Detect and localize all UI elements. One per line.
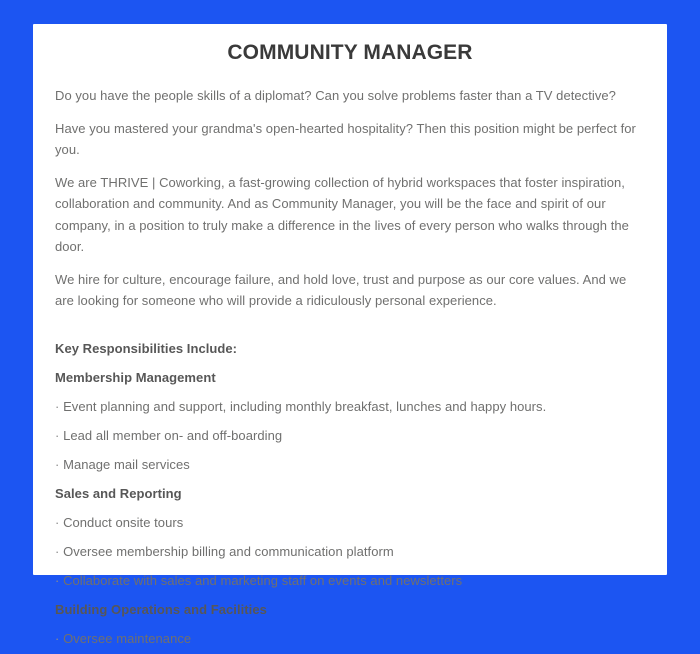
- list-item-label: Oversee maintenance: [63, 630, 192, 646]
- list-item: [55, 567, 645, 596]
- list-item: [55, 393, 645, 422]
- bullet-marker-icon: ·: [55, 398, 60, 414]
- bullet-marker-icon: ·: [55, 572, 60, 588]
- list-item-label: Collaborate with sales and marketing staff on events and newsletters: [63, 572, 463, 588]
- job-posting-card: [33, 24, 667, 646]
- page-title: COMMUNITY MANAGER: [227, 41, 473, 64]
- section-heading-membership-management: Membership Management: [55, 369, 216, 385]
- section-heading-sales-and-reporting: Sales and Reporting: [55, 485, 182, 501]
- bullet-marker-icon: ·: [55, 630, 60, 646]
- list-item: [55, 625, 645, 654]
- list-item: [55, 509, 645, 538]
- responsibilities-heading: Key Responsibilities Include:: [55, 340, 238, 356]
- list-item-label: Lead all member on- and off-boarding: [63, 427, 283, 443]
- job-posting-content: [33, 24, 667, 654]
- list-item: [55, 451, 645, 480]
- list-item-label: Event planning and support, including monthly breakfast, lunches and happy hours.: [63, 398, 547, 414]
- section-heading-building-operations-and-facilities: Building Operations and Facilities: [55, 601, 267, 617]
- list-item: [55, 422, 645, 451]
- list-item-label: Oversee membership billing and communication platform: [63, 543, 394, 559]
- intro-paragraph-1: Do you have the people skills of a diplomat? Can you solve problems faster than a TV detective?: [55, 88, 616, 103]
- section-spacer: [55, 323, 645, 335]
- list-item: [55, 538, 645, 567]
- bullet-marker-icon: ·: [55, 427, 60, 443]
- bullet-marker-icon: ·: [55, 456, 60, 472]
- intro-paragraph-2: Have you mastered your grandma's open-hearted hospitality? Then this position might be perfect for you.: [55, 120, 636, 157]
- intro-paragraph-4: We hire for culture, encourage failure, and hold love, trust and purpose as our core values. And we are looking for someone who will provide a ridiculously personal experience.: [55, 271, 627, 308]
- list-item-label: Manage mail services: [63, 456, 190, 472]
- bullet-marker-icon: ·: [55, 514, 60, 530]
- intro-paragraph-3: We are THRIVE | Coworking, a fast-growing collection of hybrid workspaces that foster inspiration, collaboration and community. And as Community Manager, you will be the face and spirit of our company, in a position to truly make a difference in the lives of every person who walks through the door.: [55, 174, 629, 254]
- list-item-label: Conduct onsite tours: [63, 514, 184, 530]
- bullet-marker-icon: ·: [55, 543, 60, 559]
